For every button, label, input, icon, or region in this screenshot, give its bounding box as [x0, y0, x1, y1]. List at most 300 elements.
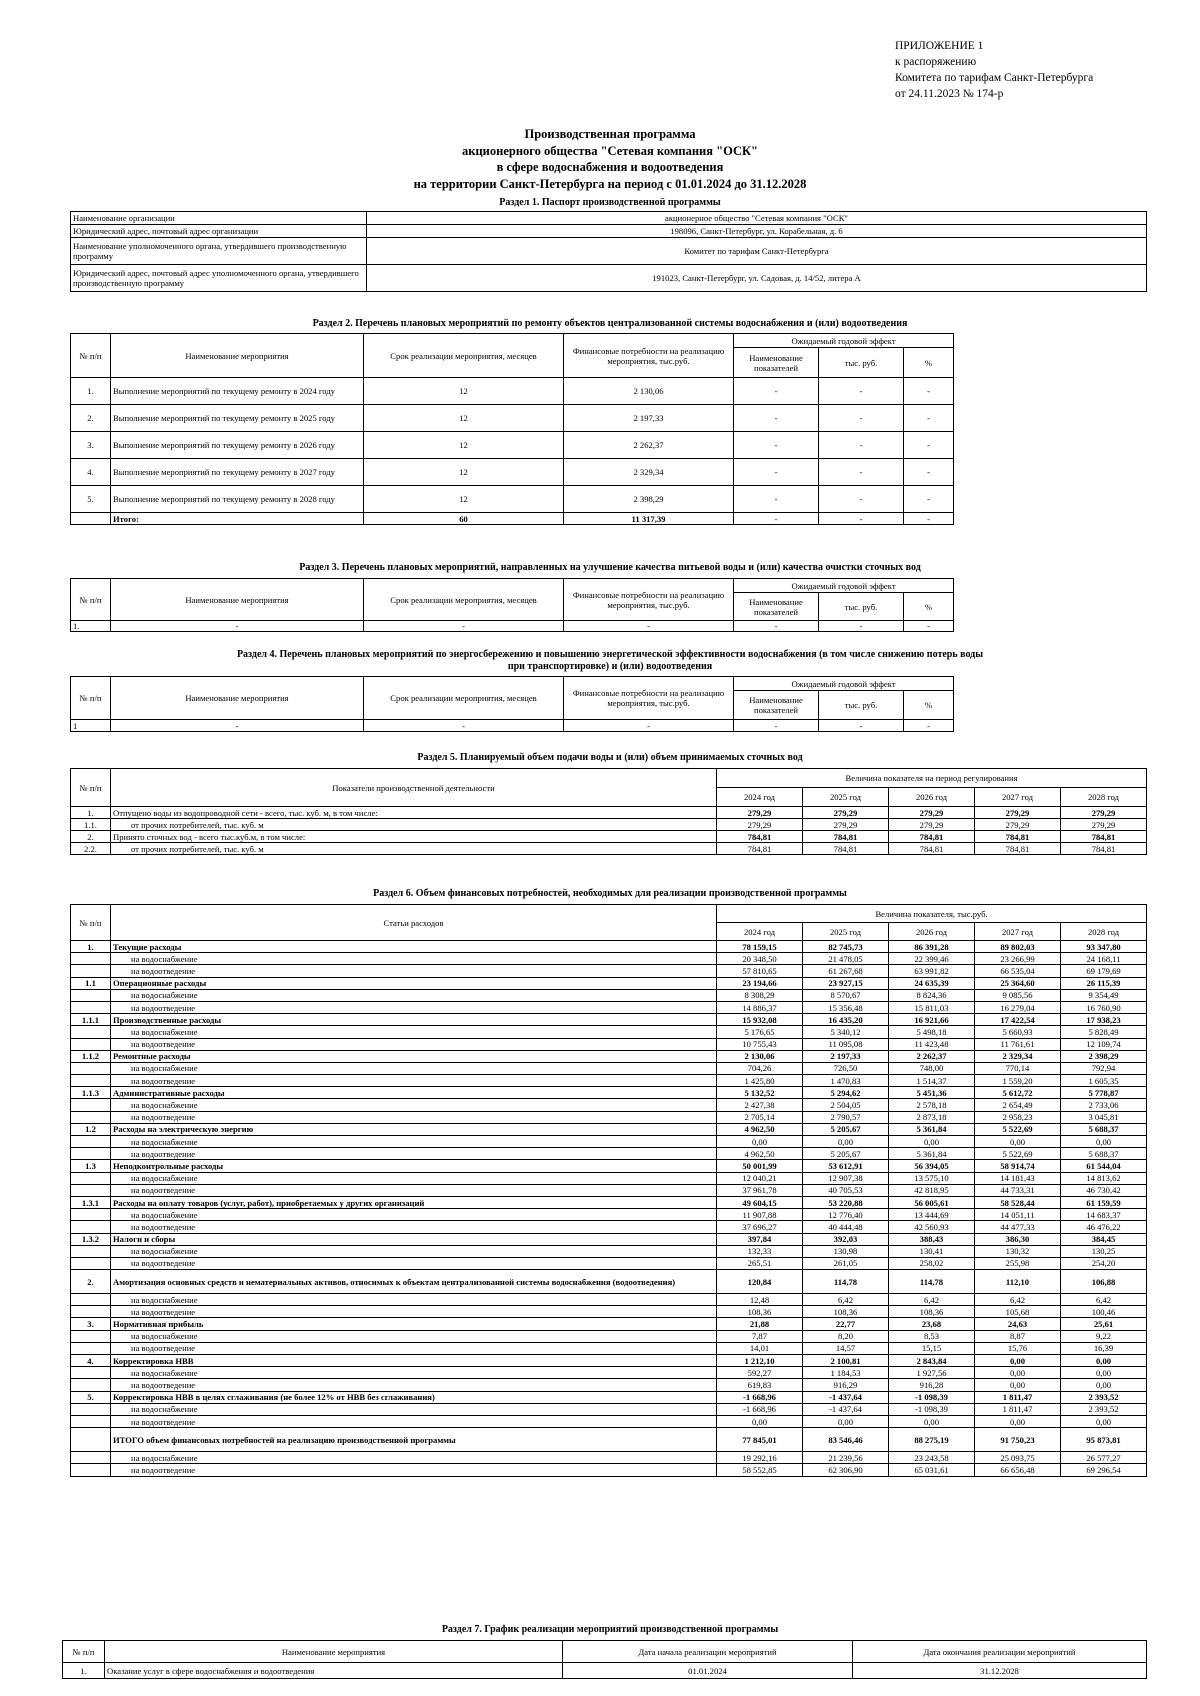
cell-value: 14,57	[803, 1342, 889, 1354]
col-header-fin: Финансовые потребности на реализацию мероприятия, тыс.руб.	[564, 334, 734, 378]
cell-value: 15,15	[889, 1342, 975, 1354]
cell-name: Расходы на оплату товаров (услуг, работ), приобретаемых у других организаций	[111, 1196, 717, 1208]
passport-value: 191023, Санкт-Петербург, ул. Садовая, д. 14/52, литера А	[367, 265, 1147, 292]
cell-value: 0,00	[803, 1415, 889, 1427]
cell-rub: -	[819, 621, 904, 632]
passport-label: Наименование организации	[71, 212, 367, 225]
cell-value: 24,63	[975, 1318, 1061, 1330]
cell-value: 397,84	[717, 1233, 803, 1245]
passport-label: Юридический адрес, почтовый адрес уполномоченного органа, утвердившего производственную программу	[71, 265, 367, 292]
cell-num	[71, 513, 111, 525]
cell-value: 16 760,90	[1061, 1001, 1147, 1013]
cell-value: 8 824,36	[889, 989, 975, 1001]
cell-name: Выполнение мероприятий по текущему ремонту в 2025 году	[111, 405, 364, 432]
cell-name: Отпущено воды из водопроводной сети - всего, тыс. куб. м, в том числе:	[111, 807, 717, 819]
cell-value: 784,81	[889, 843, 975, 855]
cell-value: 83 546,46	[803, 1428, 889, 1452]
cell-value: 46 476,22	[1061, 1221, 1147, 1233]
table-row	[71, 1123, 1147, 1135]
cell-rub: -	[819, 378, 904, 405]
cell-num	[71, 1464, 111, 1476]
table-row	[71, 1379, 1147, 1391]
cell-num: 4.	[71, 1355, 111, 1367]
cell-value: 23 927,15	[803, 977, 889, 989]
cell-value: 86 391,28	[889, 941, 975, 953]
cell-value: 24 168,11	[1061, 953, 1147, 965]
table-row	[71, 1294, 1147, 1306]
cell-name: на водоснабжение	[111, 1026, 717, 1038]
cell-value: 21,88	[717, 1318, 803, 1330]
section7-title: Раздел 7. График реализации мероприятий производственной программы	[441, 1624, 779, 1635]
cell-name: от прочих потребителей, тыс. куб. м	[111, 819, 717, 831]
cell-value: 255,98	[975, 1257, 1061, 1269]
cell-value: 16 279,04	[975, 1001, 1061, 1013]
cell-name: на водоотведение	[111, 1221, 717, 1233]
section4-title-line: Раздел 4. Перечень плановых мероприятий по энергосбережению и повышению энергетической эффективности водоснабжения (в том числе снижению потерь воды	[236, 649, 984, 660]
table-row	[71, 807, 1147, 819]
cell-num	[71, 1209, 111, 1221]
cell-value: 9 354,49	[1061, 989, 1147, 1001]
cell-value: 11 761,61	[975, 1038, 1061, 1050]
cell-value: 6,42	[1061, 1294, 1147, 1306]
cell-value: 3 045,81	[1061, 1111, 1147, 1123]
cell-value: 12,48	[717, 1294, 803, 1306]
cell-value: 2 427,38	[717, 1099, 803, 1111]
cell-value: 77 845,01	[717, 1428, 803, 1452]
cell-fin: 2 130,06	[564, 378, 734, 405]
cell-name: Производственные расходы	[111, 1014, 717, 1026]
cell-value: 8,87	[975, 1330, 1061, 1342]
cell-indicator: -	[734, 486, 819, 513]
cell-value: 26 115,39	[1061, 977, 1147, 989]
cell-value: 65 031,61	[889, 1464, 975, 1476]
cell-value: 95 873,81	[1061, 1428, 1147, 1452]
cell-term: 12	[364, 459, 564, 486]
cell-num	[71, 1452, 111, 1464]
table-row	[71, 1270, 1147, 1294]
cell-fin: 2 329,34	[564, 459, 734, 486]
table-row	[71, 953, 1147, 965]
cell-pct: -	[904, 378, 954, 405]
cell-value: 56 005,61	[889, 1196, 975, 1208]
cell-value: 0,00	[803, 1136, 889, 1148]
cell-value: 0,00	[1061, 1355, 1147, 1367]
cell-name: на водоотведение	[111, 1148, 717, 1160]
passport-value: акционерное общество "Сетевая компания "ОСК"	[367, 212, 1147, 225]
table-row	[71, 941, 1147, 953]
cell-name: на водоотведение	[111, 1257, 717, 1269]
cell-value: 58 552,85	[717, 1464, 803, 1476]
col-header-name: Статьи расходов	[111, 905, 717, 941]
cell-value: 44 477,33	[975, 1221, 1061, 1233]
cell-term: 12	[364, 405, 564, 432]
table-row	[71, 1245, 1147, 1257]
cell-value: 265,51	[717, 1257, 803, 1269]
water-quality-table	[70, 578, 954, 632]
col-header-effect: Ожидаемый годовой эффект	[734, 677, 954, 691]
cell-value: 5 688,37	[1061, 1123, 1147, 1135]
cell-num	[71, 1038, 111, 1050]
cell-value: 37 961,78	[717, 1184, 803, 1196]
cell-value: 0,00	[1061, 1136, 1147, 1148]
table-row	[71, 1038, 1147, 1050]
cell-value: 15 356,48	[803, 1001, 889, 1013]
document-title	[60, 126, 1160, 192]
cell-name: на водоснабжение	[111, 1209, 717, 1221]
cell-value: 2 398,29	[1061, 1050, 1147, 1062]
table-row	[71, 621, 954, 632]
cell-value: 0,00	[975, 1136, 1061, 1148]
cell-value: 42 818,95	[889, 1184, 975, 1196]
cell-value: 386,30	[975, 1233, 1061, 1245]
cell-name: на водоотведение	[111, 1379, 717, 1391]
cell-name: Принято сточных вод - всего тыс.куб.м, в том числе:	[111, 831, 717, 843]
cell-value: 23 194,66	[717, 977, 803, 989]
cell-pct: -	[904, 486, 954, 513]
cell-value: 44 733,31	[975, 1184, 1061, 1196]
col-header-name: Наименование мероприятия	[111, 579, 364, 621]
col-header-year: 2026 год	[889, 923, 975, 941]
cell-value: 16,39	[1061, 1342, 1147, 1354]
cell-value: 6,42	[975, 1294, 1061, 1306]
col-header-period: Величина показателя, тыс.руб.	[717, 905, 1147, 923]
cell-value: 0,00	[1061, 1367, 1147, 1379]
col-header-year: 2024 год	[717, 923, 803, 941]
cell-value: 784,81	[1061, 843, 1147, 855]
cell-rub: -	[819, 513, 904, 525]
cell-name: на водоснабжение	[111, 1403, 717, 1415]
cell-value: 2 843,84	[889, 1355, 975, 1367]
cell-value: 25 093,75	[975, 1452, 1061, 1464]
cell-value: 61 159,59	[1061, 1196, 1147, 1208]
cell-value: 2 705,14	[717, 1111, 803, 1123]
passport-label: Наименование уполномоченного органа, утвердившего производственную программу	[71, 238, 367, 265]
cell-name: Выполнение мероприятий по текущему ремонту в 2028 году	[111, 486, 364, 513]
section4-title-line: при транспортировке) и (или) водоотведения	[507, 661, 713, 672]
cell-num: 1.	[63, 1663, 105, 1679]
cell-num	[71, 1184, 111, 1196]
cell-name: на водоотведение	[111, 1306, 717, 1318]
cell-num	[71, 1415, 111, 1427]
cell-value: 66 656,48	[975, 1464, 1061, 1476]
col-header-year: 2025 год	[803, 923, 889, 941]
cell-name: на водоснабжение	[111, 1099, 717, 1111]
cell-num	[71, 1172, 111, 1184]
col-header-pct: %	[904, 691, 954, 720]
cell-value: 0,00	[1061, 1415, 1147, 1427]
finance-table	[70, 904, 1147, 1477]
cell-value: 1 811,47	[975, 1391, 1061, 1403]
cell-term: 12	[364, 432, 564, 459]
cell-value: 12 109,74	[1061, 1038, 1147, 1050]
energy-table	[70, 676, 954, 732]
cell-indicator: -	[734, 513, 819, 525]
table-row	[71, 1160, 1147, 1172]
cell-name: Выполнение мероприятий по текущему ремонту в 2024 году	[111, 378, 364, 405]
table-row	[71, 1367, 1147, 1379]
cell-value: 5 688,37	[1061, 1148, 1147, 1160]
cell-value: 1 811,47	[975, 1403, 1061, 1415]
cell-value: 0,00	[717, 1136, 803, 1148]
col-header-end: Дата окончания реализации мероприятий	[853, 1641, 1147, 1663]
cell-value: 0,00	[1061, 1379, 1147, 1391]
cell-value: -1 437,64	[803, 1391, 889, 1403]
col-header-num: № п/п	[71, 905, 111, 941]
cell-value: 784,81	[975, 831, 1061, 843]
cell-name: на водоснабжение	[111, 953, 717, 965]
table-row	[71, 1342, 1147, 1354]
annex-line: Комитета по тарифам Санкт-Петербурга	[895, 72, 1094, 84]
cell-pct: -	[904, 459, 954, 486]
table-row	[71, 720, 954, 732]
cell-fin: -	[564, 720, 734, 732]
cell-name: на водоснабжение	[111, 1330, 717, 1342]
cell-value: 114,78	[889, 1270, 975, 1294]
cell-value: 784,81	[803, 843, 889, 855]
cell-num: 2.	[71, 405, 111, 432]
cell-pct: -	[904, 432, 954, 459]
cell-value: 4 962,50	[717, 1123, 803, 1135]
cell-num	[71, 1306, 111, 1318]
cell-value: 13 444,69	[889, 1209, 975, 1221]
cell-value: 50 001,99	[717, 1160, 803, 1172]
cell-num: 1.	[71, 807, 111, 819]
cell-name: Корректировка НВВ	[111, 1355, 717, 1367]
cell-value: 108,36	[717, 1306, 803, 1318]
cell-value: 106,88	[1061, 1270, 1147, 1294]
cell-value: 5 778,87	[1061, 1087, 1147, 1099]
table-row	[71, 1209, 1147, 1221]
cell-value: 12 907,38	[803, 1172, 889, 1184]
cell-value: 1 559,20	[975, 1075, 1061, 1087]
cell-num	[71, 1136, 111, 1148]
cell-indicator: -	[734, 378, 819, 405]
cell-name: на водоотведение	[111, 1038, 717, 1050]
table-row	[71, 1318, 1147, 1330]
cell-value: 2 504,05	[803, 1099, 889, 1111]
cell-value: 120,84	[717, 1270, 803, 1294]
cell-name: Ремонтные расходы	[111, 1050, 717, 1062]
cell-value: 15 811,03	[889, 1001, 975, 1013]
cell-value: -1 437,64	[803, 1403, 889, 1415]
col-header-year: 2027 год	[975, 923, 1061, 941]
cell-pct: -	[904, 720, 954, 732]
col-header-year: 2025 год	[803, 788, 889, 807]
cell-value: 279,29	[1061, 807, 1147, 819]
cell-rub: -	[819, 432, 904, 459]
cell-num	[71, 1379, 111, 1391]
cell-pct: -	[904, 621, 954, 632]
table-row	[71, 212, 1147, 225]
table-row	[71, 831, 1147, 843]
cell-name: Итого:	[111, 513, 364, 525]
cell-start: 01.01.2024	[563, 1663, 853, 1679]
repair-table	[70, 333, 954, 525]
cell-value: 40 444,48	[803, 1221, 889, 1233]
cell-value: 5 205,67	[803, 1123, 889, 1135]
cell-value: 23,68	[889, 1318, 975, 1330]
table-row	[71, 1148, 1147, 1160]
cell-rub: -	[819, 459, 904, 486]
title-line: Производственная программа	[524, 127, 696, 141]
cell-value: 66 535,04	[975, 965, 1061, 977]
cell-name: на водоотведение	[111, 965, 717, 977]
cell-value: -1 668,96	[717, 1403, 803, 1415]
cell-num: 1.2	[71, 1123, 111, 1135]
table-row	[71, 1221, 1147, 1233]
cell-value: 21 478,05	[803, 953, 889, 965]
cell-num: 3.	[71, 1318, 111, 1330]
cell-value: 58 528,44	[975, 1196, 1061, 1208]
cell-value: 619,83	[717, 1379, 803, 1391]
cell-value: 2 329,34	[975, 1050, 1061, 1062]
cell-name: на водоснабжение	[111, 1294, 717, 1306]
cell-term: -	[364, 621, 564, 632]
cell-num	[71, 989, 111, 1001]
cell-value: 11 423,48	[889, 1038, 975, 1050]
table-row	[71, 1464, 1147, 1476]
cell-name: Корректировка НВВ в целях сглаживания (не более 12% от НВВ без сглаживания)	[111, 1391, 717, 1403]
col-header-num: № п/п	[71, 579, 111, 621]
cell-value: 0,00	[717, 1415, 803, 1427]
col-header-num: № п/п	[71, 334, 111, 378]
title-line: в сфере водоснабжения и водоотведения	[496, 160, 724, 174]
cell-num: 3.	[71, 432, 111, 459]
cell-value: 13 575,10	[889, 1172, 975, 1184]
cell-value: 1 425,80	[717, 1075, 803, 1087]
col-header-rub: тыс. руб.	[819, 348, 904, 378]
cell-value: 5 340,12	[803, 1026, 889, 1038]
cell-indicator: -	[734, 621, 819, 632]
col-header-term: Срок реализации мероприятия, месяцев	[364, 677, 564, 720]
cell-value: 279,29	[803, 807, 889, 819]
cell-value: 5 132,52	[717, 1087, 803, 1099]
passport-value: 198096, Санкт-Петербург, ул. Корабельная, д. 6	[367, 225, 1147, 238]
cell-value: 2 393,52	[1061, 1403, 1147, 1415]
cell-value: 12 040,21	[717, 1172, 803, 1184]
cell-num: 1.	[71, 621, 111, 632]
cell-value: 21 239,56	[803, 1452, 889, 1464]
cell-num	[71, 1075, 111, 1087]
cell-value: 11 907,88	[717, 1209, 803, 1221]
cell-rub: -	[819, 405, 904, 432]
cell-value: 704,26	[717, 1062, 803, 1074]
table-row	[71, 1026, 1147, 1038]
col-header-name: Наименование мероприятия	[111, 677, 364, 720]
passport-table	[70, 211, 1147, 292]
cell-value: 42 560,93	[889, 1221, 975, 1233]
cell-value: 279,29	[889, 819, 975, 831]
table-row	[71, 1111, 1147, 1123]
cell-value: 279,29	[889, 807, 975, 819]
cell-value: 37 696,27	[717, 1221, 803, 1233]
section1-title: Раздел 1. Паспорт производственной программы	[499, 197, 721, 208]
cell-num: 2.2.	[71, 843, 111, 855]
cell-name: Расходы на электрическую энергию	[111, 1123, 717, 1135]
cell-name: Неподконтрольные расходы	[111, 1160, 717, 1172]
cell-num	[71, 1221, 111, 1233]
cell-value: 2 958,23	[975, 1111, 1061, 1123]
table-row	[71, 819, 1147, 831]
cell-value: 91 750,23	[975, 1428, 1061, 1452]
cell-value: 2 197,33	[803, 1050, 889, 1062]
cell-value: 82 745,73	[803, 941, 889, 953]
cell-name: Операционные расходы	[111, 977, 717, 989]
cell-num	[71, 1403, 111, 1415]
cell-value: 279,29	[975, 819, 1061, 831]
cell-rub: -	[819, 720, 904, 732]
table-row	[71, 977, 1147, 989]
col-header-name: Наименование мероприятия	[111, 334, 364, 378]
cell-value: 14 813,62	[1061, 1172, 1147, 1184]
cell-value: 1 184,53	[803, 1367, 889, 1379]
cell-value: 16 921,66	[889, 1014, 975, 1026]
cell-value: 5 660,93	[975, 1026, 1061, 1038]
cell-indicator: -	[734, 432, 819, 459]
cell-value: 2 733,06	[1061, 1099, 1147, 1111]
section5-title: Раздел 5. Планируемый объем подачи воды и (или) объем принимаемых сточных вод	[417, 752, 803, 763]
cell-value: 5 205,67	[803, 1148, 889, 1160]
cell-value: 592,27	[717, 1367, 803, 1379]
cell-value: 8 308,29	[717, 989, 803, 1001]
cell-value: 748,00	[889, 1062, 975, 1074]
cell-value: 5 294,62	[803, 1087, 889, 1099]
table-row	[71, 1136, 1147, 1148]
cell-value: 93 347,80	[1061, 941, 1147, 953]
cell-pct: -	[904, 513, 954, 525]
cell-name: на водоотведение	[111, 1464, 717, 1476]
cell-name: от прочих потребителей, тыс. куб. м	[111, 843, 717, 855]
col-header-fin: Финансовые потребности на реализацию мероприятия, тыс.руб.	[564, 677, 734, 720]
cell-value: 0,00	[975, 1415, 1061, 1427]
cell-value: 5 176,65	[717, 1026, 803, 1038]
table-row	[71, 1087, 1147, 1099]
table-row	[71, 1196, 1147, 1208]
col-header-year: 2027 год	[975, 788, 1061, 807]
cell-name: на водоотведение	[111, 1342, 717, 1354]
cell-name: -	[111, 621, 364, 632]
cell-num: 1.1.	[71, 819, 111, 831]
cell-value: 56 394,05	[889, 1160, 975, 1172]
section3-title: Раздел 3. Перечень плановых мероприятий, направленных на улучшение качества питьевой воды и (или) качества очистки сточных вод	[299, 562, 921, 573]
annex-line: к распоряжению	[895, 56, 977, 68]
cell-num: 2.	[71, 1270, 111, 1294]
cell-value: 784,81	[803, 831, 889, 843]
cell-value: 16 435,20	[803, 1014, 889, 1026]
cell-value: 17 422,54	[975, 1014, 1061, 1026]
cell-name: на водоснабжение	[111, 1367, 717, 1379]
cell-term: 12	[364, 486, 564, 513]
col-header-indicator: Наименование показателей	[734, 593, 819, 621]
schedule-table	[62, 1640, 1147, 1679]
cell-value: 19 292,16	[717, 1452, 803, 1464]
cell-num: 5.	[71, 486, 111, 513]
table-row	[71, 1355, 1147, 1367]
cell-name: на водоснабжение	[111, 1062, 717, 1074]
cell-value: 8 570,67	[803, 989, 889, 1001]
table-row	[71, 1062, 1147, 1074]
cell-value: 261,05	[803, 1257, 889, 1269]
table-row	[71, 1233, 1147, 1245]
cell-value: 2 654,49	[975, 1099, 1061, 1111]
col-header-year: 2028 год	[1061, 923, 1147, 941]
col-header-effect: Ожидаемый годовой эффект	[734, 334, 954, 348]
cell-rub: -	[819, 486, 904, 513]
cell-num	[71, 953, 111, 965]
cell-name: на водоотведение	[111, 1415, 717, 1427]
col-header-rub: тыс. руб.	[819, 691, 904, 720]
cell-value: 130,41	[889, 1245, 975, 1257]
